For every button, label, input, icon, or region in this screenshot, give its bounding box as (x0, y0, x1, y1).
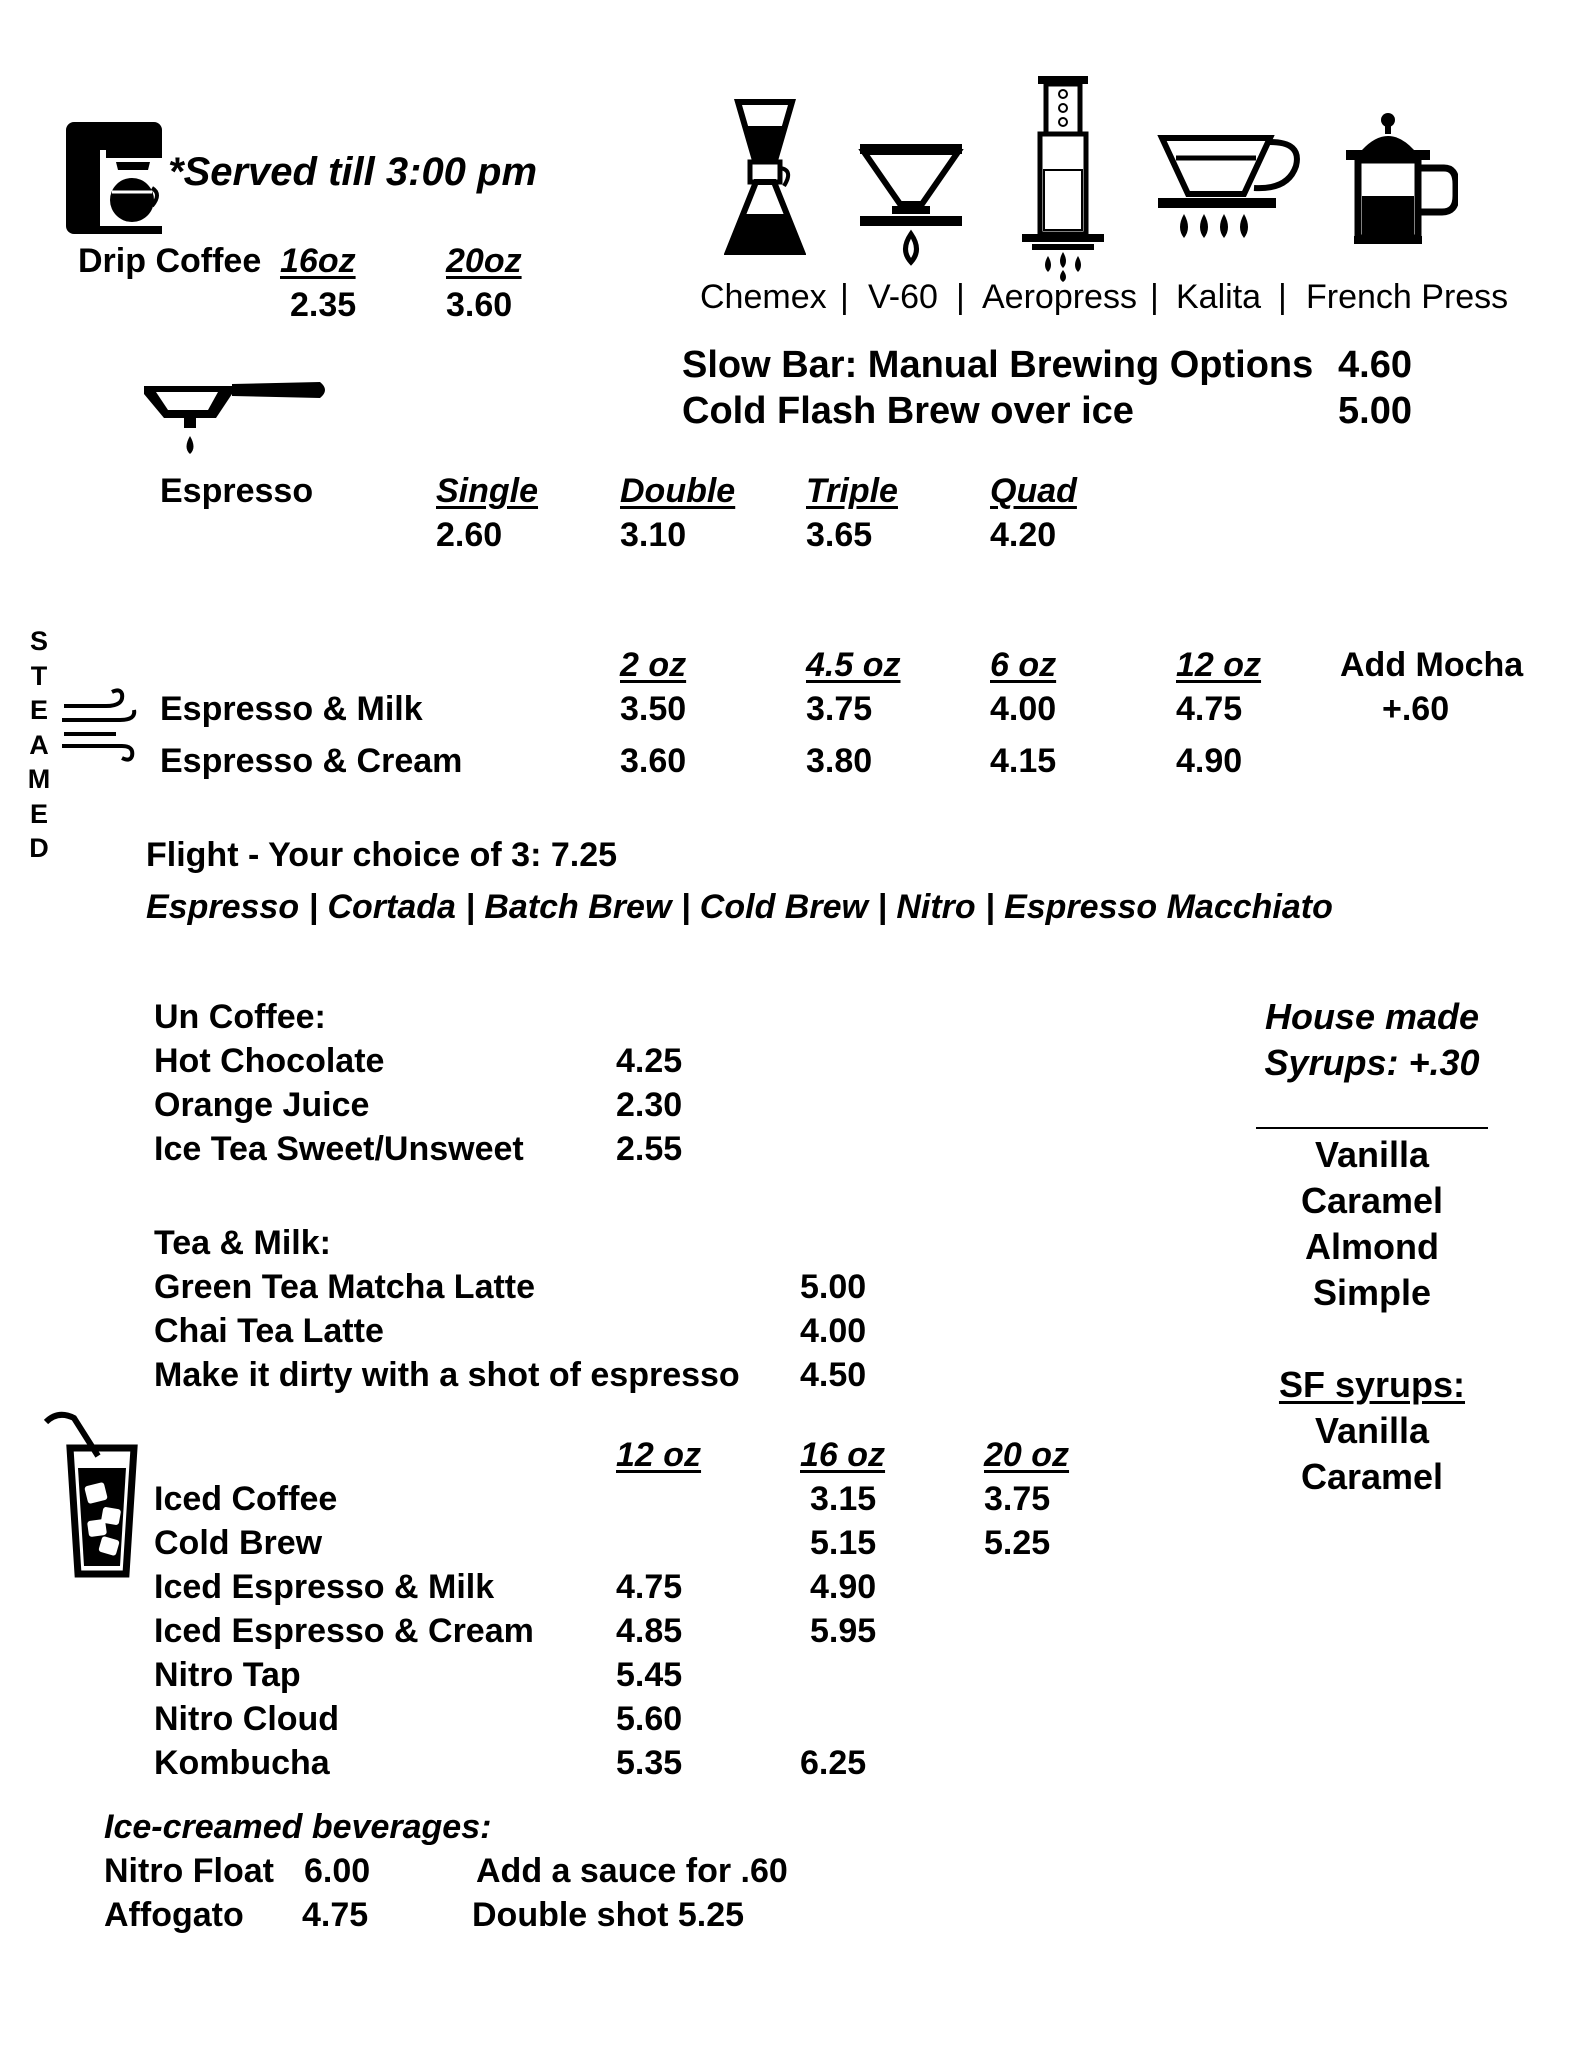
steamed-size-6oz: 6 oz (990, 646, 1057, 684)
cold-flash-price: 5.00 (1338, 390, 1412, 432)
nitro-float-label: Nitro Float (104, 1852, 274, 1890)
drip-coffee-label: Drip Coffee (78, 242, 262, 280)
brewer-french-press-label: French Press (1306, 278, 1509, 316)
un-coffee-item-name: Ice Tea Sweet/Unsweet (154, 1130, 524, 1168)
steamed-row-price: 4.15 (990, 742, 1057, 780)
steam-icon (60, 688, 138, 764)
steamed-row-price: 3.60 (620, 742, 687, 780)
espresso-size-double: Double (620, 472, 736, 510)
espresso-label: Espresso (160, 472, 314, 510)
portafilter-icon (142, 380, 330, 462)
kalita-icon (1156, 130, 1302, 252)
brewer-aeropress-label: Aeropress (982, 278, 1137, 316)
tea-milk-item-price: 4.00 (800, 1312, 867, 1350)
iced-row-price-12: 4.85 (616, 1612, 683, 1650)
tea-milk-item-name: Make it dirty with a shot of espresso (154, 1356, 740, 1394)
iced-row-price-12: 5.45 (616, 1656, 683, 1694)
iced-drink-icon (40, 1410, 144, 1580)
iced-row-name: Nitro Cloud (154, 1700, 340, 1738)
steamed-letter: S (29, 626, 48, 656)
steamed-row-name: Espresso & Milk (160, 690, 423, 728)
tea-milk-item-price: 4.50 (800, 1356, 867, 1394)
espresso-size-single: Single (436, 472, 539, 510)
double-shot-note: Double shot 5.25 (472, 1896, 745, 1934)
flight-options: Espresso | Cortada | Batch Brew | Cold Brew | Nitro | Espresso Macchiato (146, 888, 1333, 926)
iced-size-12oz: 12 oz (616, 1436, 702, 1474)
syrup-flavor: Vanilla (1314, 1134, 1430, 1175)
espresso-price-single: 2.60 (436, 516, 503, 554)
un-coffee-item-name: Orange Juice (154, 1086, 370, 1124)
iced-row-price-16: 5.15 (810, 1524, 877, 1562)
un-coffee-item-price: 2.30 (616, 1086, 683, 1124)
iced-row-name: Nitro Tap (154, 1656, 301, 1694)
steamed-letter: E (29, 695, 48, 725)
steamed-size-12oz: 12 oz (1176, 646, 1262, 684)
coffee-maker-icon (66, 122, 162, 234)
aeropress-icon (1018, 74, 1108, 282)
syrups-divider (1256, 1127, 1488, 1129)
tea-milk-item-name: Green Tea Matcha Latte (154, 1268, 536, 1306)
brewer-separator: | (1278, 278, 1287, 316)
un-coffee-item-price: 4.25 (616, 1042, 683, 1080)
iced-row-price-16: 6.25 (800, 1744, 867, 1782)
steamed-row-price: 3.80 (806, 742, 873, 780)
syrup-flavor: Simple (1312, 1272, 1432, 1313)
steamed-vertical-label (26, 624, 52, 866)
iced-row-price-16: 5.95 (810, 1612, 877, 1650)
house-syrups-title-line2: Syrups: +.30 (1264, 1042, 1480, 1083)
nitro-float-price: 6.00 (304, 1852, 371, 1890)
syrup-flavor: Caramel (1300, 1180, 1444, 1221)
espresso-price-triple: 3.65 (806, 516, 873, 554)
slow-bar-price: 4.60 (1338, 344, 1412, 386)
tea-milk-title: Tea & Milk: (154, 1224, 331, 1262)
drip-price-16oz: 2.35 (290, 286, 357, 324)
affogato-price: 4.75 (302, 1896, 369, 1934)
tea-milk-item-name: Chai Tea Latte (154, 1312, 384, 1350)
sf-syrups-title: SF syrups: (1278, 1364, 1466, 1405)
brewer-kalita-label: Kalita (1176, 278, 1262, 316)
add-mocha-label: Add Mocha (1340, 646, 1524, 684)
steamed-row-price: 4.90 (1176, 742, 1243, 780)
espresso-price-quad: 4.20 (990, 516, 1057, 554)
un-coffee-title: Un Coffee: (154, 998, 326, 1036)
cold-flash-label: Cold Flash Brew over ice (682, 390, 1134, 432)
add-mocha-price: +.60 (1382, 690, 1450, 728)
v60-icon (858, 138, 964, 268)
drip-price-20oz: 3.60 (446, 286, 513, 324)
slow-bar-label: Slow Bar: Manual Brewing Options (682, 344, 1314, 386)
steamed-row-price: 4.00 (990, 690, 1057, 728)
tea-milk-item-price: 5.00 (800, 1268, 867, 1306)
drip-size-16oz: 16oz (280, 242, 356, 280)
steamed-size-2oz: 2 oz (620, 646, 687, 684)
brewer-separator: | (956, 278, 965, 316)
iced-row-price-20: 3.75 (984, 1480, 1051, 1518)
brewer-separator: | (840, 278, 849, 316)
chemex-icon (724, 96, 806, 262)
iced-row-price-12: 4.75 (616, 1568, 683, 1606)
steamed-letter: A (29, 729, 49, 760)
espresso-size-triple: Triple (806, 472, 898, 510)
iced-row-name: Iced Coffee (154, 1480, 338, 1518)
iced-row-price-12: 5.35 (616, 1744, 683, 1782)
affogato-label: Affogato (104, 1896, 244, 1934)
steamed-row-name: Espresso & Cream (160, 742, 463, 780)
iced-row-price-20: 5.25 (984, 1524, 1051, 1562)
steamed-letter: M (27, 764, 51, 794)
brewer-chemex-label: Chemex (700, 278, 827, 316)
steamed-row-price: 4.75 (1176, 690, 1243, 728)
iced-row-name: Cold Brew (154, 1524, 323, 1562)
iced-row-price-12: 5.60 (616, 1700, 683, 1738)
espresso-price-double: 3.10 (620, 516, 687, 554)
flight-title: Flight - Your choice of 3: 7.25 (146, 836, 618, 874)
iced-row-price-16: 4.90 (810, 1568, 877, 1606)
syrup-flavor: Almond (1305, 1226, 1439, 1267)
french-press-icon (1344, 112, 1458, 246)
brewer-v60-label: V-60 (868, 278, 938, 316)
iced-size-20oz: 20 oz (984, 1436, 1070, 1474)
steamed-size-4-5oz: 4.5 oz (806, 646, 901, 684)
served-till-note: *Served till 3:00 pm (168, 150, 538, 194)
ice-creamed-title: Ice-creamed beverages: (104, 1808, 492, 1846)
iced-row-name: Kombucha (154, 1744, 330, 1782)
sf-syrup-flavor: Vanilla (1314, 1410, 1430, 1451)
iced-row-price-16: 3.15 (810, 1480, 877, 1518)
steamed-letter: D (29, 833, 49, 863)
espresso-size-quad: Quad (990, 472, 1077, 510)
steamed-row-price: 3.75 (806, 690, 873, 728)
steamed-row-price: 3.50 (620, 690, 687, 728)
brewer-separator: | (1150, 278, 1159, 316)
un-coffee-item-price: 2.55 (616, 1130, 683, 1168)
iced-row-name: Iced Espresso & Cream (154, 1612, 534, 1650)
sf-syrup-flavor: Caramel (1300, 1456, 1444, 1497)
drip-size-20oz: 20oz (446, 242, 522, 280)
iced-size-16oz: 16 oz (800, 1436, 886, 1474)
add-sauce-note: Add a sauce for .60 (476, 1852, 788, 1890)
un-coffee-item-name: Hot Chocolate (154, 1042, 385, 1080)
iced-row-name: Iced Espresso & Milk (154, 1568, 495, 1606)
house-syrups-title-line1: House made (1264, 996, 1480, 1037)
steamed-letter: E (29, 798, 48, 829)
steamed-letter: T (30, 660, 48, 691)
